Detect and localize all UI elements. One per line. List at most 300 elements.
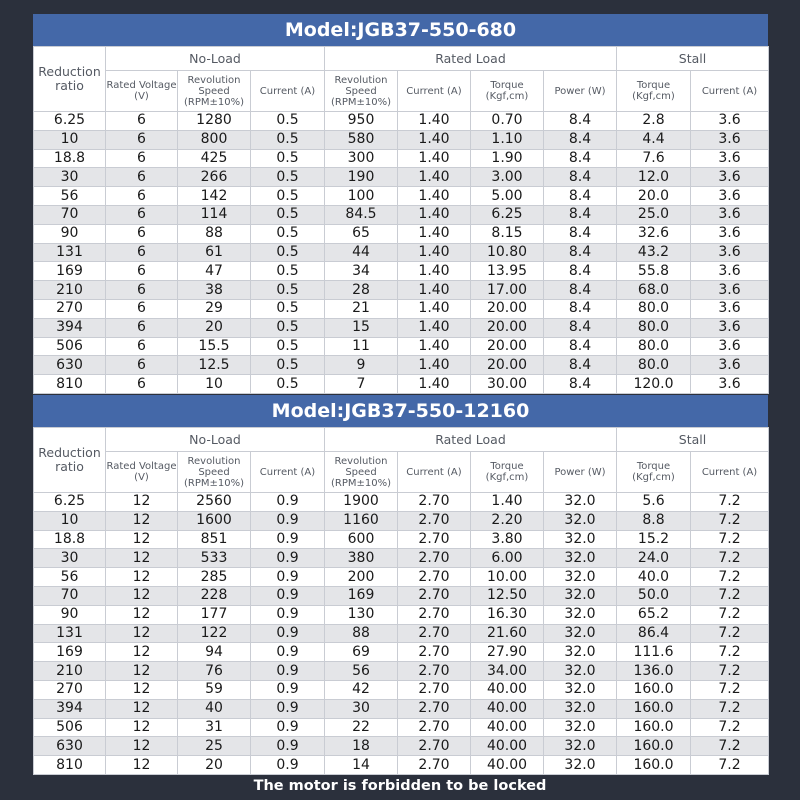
table-cell: 32.0 [544, 662, 617, 681]
table-cell: 32.0 [544, 699, 617, 718]
table-cell: 142 [178, 187, 251, 206]
table-cell: 13.95 [471, 262, 544, 281]
table-cell: 84.5 [325, 205, 398, 224]
table-cell: 1.40 [398, 337, 471, 356]
reduction-ratio-cell: 10 [34, 511, 106, 530]
table-cell: 15 [325, 318, 398, 337]
reduction-ratio-cell: 90 [34, 224, 106, 243]
reduction-ratio-cell: 630 [34, 356, 106, 375]
table-cell: 0.5 [251, 337, 325, 356]
table-cell: 8.4 [544, 318, 617, 337]
table-cell: 3.6 [691, 130, 769, 149]
table-cell: 0.9 [251, 680, 325, 699]
column-header: Revolution Speed (RPM±10%) [325, 71, 398, 112]
table-cell: 0.5 [251, 243, 325, 262]
table-cell: 20.00 [471, 299, 544, 318]
reduction-ratio-cell: 169 [34, 643, 106, 662]
column-header: Current (A) [398, 71, 471, 112]
table-cell: 160.0 [617, 718, 691, 737]
table-row [34, 737, 769, 756]
table-cell: 120.0 [617, 375, 691, 394]
table-cell: 11 [325, 337, 398, 356]
table-cell: 1.10 [471, 130, 544, 149]
table-cell: 2.70 [398, 699, 471, 718]
table-cell: 1.40 [398, 299, 471, 318]
table-cell: 3.6 [691, 299, 769, 318]
table-cell: 12 [106, 493, 178, 512]
table-cell: 111.6 [617, 643, 691, 662]
reduction-ratio-header: Reduction ratio [34, 428, 106, 493]
table-cell: 40.00 [471, 737, 544, 756]
reduction-ratio-cell: 6.25 [34, 112, 106, 131]
no-load-group-header: No-Load [106, 428, 325, 452]
table-cell: 76 [178, 662, 251, 681]
column-header: Torque (Kgf,cm) [471, 71, 544, 112]
table-cell: 285 [178, 568, 251, 587]
table-cell: 6 [106, 149, 178, 168]
table-row [34, 168, 769, 187]
rated-load-group-header: Rated Load [325, 47, 617, 71]
table-cell: 1.40 [398, 243, 471, 262]
table-cell: 8.4 [544, 375, 617, 394]
table-cell: 12 [106, 662, 178, 681]
table-cell: 0.9 [251, 605, 325, 624]
table-cell: 15.2 [617, 530, 691, 549]
table-row [34, 568, 769, 587]
table-cell: 8.4 [544, 224, 617, 243]
table-cell: 69 [325, 643, 398, 662]
table-cell: 3.6 [691, 281, 769, 300]
table-cell: 31 [178, 718, 251, 737]
table-cell: 7.2 [691, 586, 769, 605]
table-cell: 160.0 [617, 699, 691, 718]
table-cell: 169 [325, 586, 398, 605]
table-cell: 10 [178, 375, 251, 394]
table-cell: 32.0 [544, 737, 617, 756]
table-cell: 2.70 [398, 568, 471, 587]
table-cell: 0.9 [251, 737, 325, 756]
table-cell: 7.2 [691, 624, 769, 643]
table-cell: 8.4 [544, 112, 617, 131]
table-row [34, 718, 769, 737]
reduction-ratio-cell: 810 [34, 375, 106, 394]
table-cell: 80.0 [617, 337, 691, 356]
table-cell: 40.00 [471, 680, 544, 699]
table-cell: 3.6 [691, 112, 769, 131]
table-cell: 18 [325, 737, 398, 756]
table-cell: 8.4 [544, 299, 617, 318]
table-cell: 2.70 [398, 680, 471, 699]
table-cell: 65 [325, 224, 398, 243]
reduction-ratio-cell: 90 [34, 605, 106, 624]
table-cell: 190 [325, 168, 398, 187]
table-cell: 0.5 [251, 130, 325, 149]
column-header: Torque (Kgf,cm) [617, 452, 691, 493]
table-cell: 61 [178, 243, 251, 262]
table-cell: 1.40 [471, 493, 544, 512]
table-cell: 30 [325, 699, 398, 718]
table-cell: 1.40 [398, 205, 471, 224]
reduction-ratio-cell: 30 [34, 168, 106, 187]
reduction-ratio-cell: 506 [34, 718, 106, 737]
reduction-ratio-cell: 630 [34, 737, 106, 756]
column-header: Torque (Kgf,cm) [617, 71, 691, 112]
spec-table [33, 46, 769, 394]
table-cell: 20 [178, 756, 251, 775]
table-cell: 7.2 [691, 662, 769, 681]
table-cell: 600 [325, 530, 398, 549]
table-cell: 40.00 [471, 756, 544, 775]
reduction-ratio-cell: 270 [34, 680, 106, 699]
table-cell: 20.00 [471, 318, 544, 337]
table-cell: 7.2 [691, 605, 769, 624]
table-cell: 0.5 [251, 318, 325, 337]
reduction-ratio-cell: 6.25 [34, 493, 106, 512]
table-cell: 3.6 [691, 187, 769, 206]
table-cell: 0.9 [251, 624, 325, 643]
footer-note: The motor is forbidden to be locked [253, 778, 547, 794]
table-cell: 59 [178, 680, 251, 699]
reduction-ratio-cell: 18.8 [34, 149, 106, 168]
table-cell: 2.70 [398, 662, 471, 681]
table-cell: 2.70 [398, 737, 471, 756]
table-cell: 136.0 [617, 662, 691, 681]
table-row [34, 699, 769, 718]
table-row [34, 375, 769, 394]
table-cell: 7.2 [691, 493, 769, 512]
table-row [34, 224, 769, 243]
table-cell: 6 [106, 224, 178, 243]
table-cell: 7.2 [691, 643, 769, 662]
table-cell: 3.6 [691, 318, 769, 337]
table-cell: 80.0 [617, 318, 691, 337]
table-cell: 25.0 [617, 205, 691, 224]
table-cell: 20.0 [617, 187, 691, 206]
table-cell: 42 [325, 680, 398, 699]
table-cell: 32.0 [544, 549, 617, 568]
table-cell: 43.2 [617, 243, 691, 262]
table-cell: 8.4 [544, 205, 617, 224]
table-cell: 6.25 [471, 205, 544, 224]
table-cell: 15.5 [178, 337, 251, 356]
table-cell: 12 [106, 699, 178, 718]
table-cell: 7.2 [691, 680, 769, 699]
table-row [34, 130, 769, 149]
table-row [34, 624, 769, 643]
table-cell: 1.40 [398, 375, 471, 394]
table-cell: 0.5 [251, 149, 325, 168]
table-cell: 130 [325, 605, 398, 624]
table-cell: 7.2 [691, 511, 769, 530]
table-cell: 3.6 [691, 375, 769, 394]
table-cell: 2.70 [398, 549, 471, 568]
table-cell: 8.4 [544, 356, 617, 375]
table-cell: 32.6 [617, 224, 691, 243]
table-cell: 88 [325, 624, 398, 643]
table-cell: 6.00 [471, 549, 544, 568]
column-header: Current (A) [691, 71, 769, 112]
table-cell: 2.70 [398, 605, 471, 624]
table-cell: 6 [106, 205, 178, 224]
table-cell: 8.4 [544, 130, 617, 149]
table-cell: 16.30 [471, 605, 544, 624]
table-cell: 7 [325, 375, 398, 394]
table-cell: 40.0 [617, 568, 691, 587]
table-cell: 47 [178, 262, 251, 281]
reduction-ratio-cell: 70 [34, 586, 106, 605]
column-header: Power (W) [544, 71, 617, 112]
table-cell: 1.40 [398, 112, 471, 131]
reduction-ratio-cell: 210 [34, 662, 106, 681]
table-cell: 160.0 [617, 737, 691, 756]
no-load-group-header: No-Load [106, 47, 325, 71]
table-cell: 1280 [178, 112, 251, 131]
table-cell: 32.0 [544, 718, 617, 737]
table-cell: 0.9 [251, 643, 325, 662]
table-cell: 2.70 [398, 643, 471, 662]
table-cell: 2.70 [398, 756, 471, 775]
table-cell: 8.4 [544, 262, 617, 281]
table-cell: 0.9 [251, 699, 325, 718]
table-cell: 5.6 [617, 493, 691, 512]
spec-table [33, 427, 769, 775]
column-header: Torque (Kgf,cm) [471, 452, 544, 493]
table-cell: 2.70 [398, 718, 471, 737]
rated-load-group-header: Rated Load [325, 428, 617, 452]
table-cell: 28 [325, 281, 398, 300]
reduction-ratio-cell: 56 [34, 187, 106, 206]
table-body [34, 112, 769, 394]
table-cell: 32.0 [544, 511, 617, 530]
table-cell: 100 [325, 187, 398, 206]
table-cell: 6 [106, 318, 178, 337]
table-cell: 7.2 [691, 737, 769, 756]
table-cell: 32.0 [544, 756, 617, 775]
spec-table-block [33, 14, 768, 394]
table-cell: 0.9 [251, 718, 325, 737]
column-header: Revolution Speed (RPM±10%) [325, 452, 398, 493]
table-cell: 7.2 [691, 549, 769, 568]
table-row [34, 586, 769, 605]
reduction-ratio-cell: 10 [34, 130, 106, 149]
table-cell: 12 [106, 568, 178, 587]
model-title: Model:JGB37-550-680 [33, 14, 768, 46]
table-cell: 0.5 [251, 299, 325, 318]
table-cell: 32.0 [544, 605, 617, 624]
table-cell: 40.00 [471, 718, 544, 737]
table-cell: 6 [106, 299, 178, 318]
table-cell: 6 [106, 356, 178, 375]
table-cell: 40 [178, 699, 251, 718]
column-header: Current (A) [691, 452, 769, 493]
table-cell: 30.00 [471, 375, 544, 394]
table-cell: 300 [325, 149, 398, 168]
column-header: Revolution Speed (RPM±10%) [178, 452, 251, 493]
table-cell: 32.0 [544, 586, 617, 605]
table-cell: 4.4 [617, 130, 691, 149]
table-cell: 3.6 [691, 243, 769, 262]
table-cell: 950 [325, 112, 398, 131]
table-cell: 56 [325, 662, 398, 681]
table-cell: 1.40 [398, 130, 471, 149]
table-cell: 1.40 [398, 318, 471, 337]
table-cell: 20 [178, 318, 251, 337]
table-cell: 38 [178, 281, 251, 300]
table-cell: 1900 [325, 493, 398, 512]
table-cell: 0.9 [251, 568, 325, 587]
table-cell: 3.6 [691, 149, 769, 168]
table-cell: 7.6 [617, 149, 691, 168]
table-cell: 1.40 [398, 168, 471, 187]
table-row [34, 187, 769, 206]
reduction-ratio-cell: 70 [34, 205, 106, 224]
table-cell: 32.0 [544, 568, 617, 587]
table-cell: 34 [325, 262, 398, 281]
reduction-ratio-cell: 169 [34, 262, 106, 281]
table-cell: 1.90 [471, 149, 544, 168]
table-cell: 0.5 [251, 187, 325, 206]
column-header: Current (A) [251, 452, 325, 493]
table-cell: 533 [178, 549, 251, 568]
table-cell: 0.9 [251, 530, 325, 549]
table-cell: 20.00 [471, 356, 544, 375]
table-cell: 2.70 [398, 624, 471, 643]
table-cell: 0.9 [251, 511, 325, 530]
stall-group-header: Stall [617, 47, 769, 71]
table-cell: 44 [325, 243, 398, 262]
table-cell: 228 [178, 586, 251, 605]
reduction-ratio-cell: 131 [34, 243, 106, 262]
table-cell: 12 [106, 586, 178, 605]
table-cell: 0.5 [251, 168, 325, 187]
table-row [34, 756, 769, 775]
table-row [34, 511, 769, 530]
table-cell: 0.9 [251, 549, 325, 568]
table-row [34, 149, 769, 168]
table-cell: 1.40 [398, 281, 471, 300]
table-row [34, 662, 769, 681]
table-cell: 425 [178, 149, 251, 168]
table-cell: 12.0 [617, 168, 691, 187]
table-cell: 7.2 [691, 530, 769, 549]
table-cell: 21.60 [471, 624, 544, 643]
table-cell: 8.4 [544, 337, 617, 356]
table-cell: 17.00 [471, 281, 544, 300]
table-cell: 380 [325, 549, 398, 568]
table-cell: 0.5 [251, 262, 325, 281]
table-cell: 55.8 [617, 262, 691, 281]
table-cell: 6 [106, 375, 178, 394]
table-cell: 8.4 [544, 281, 617, 300]
table-cell: 50.0 [617, 586, 691, 605]
table-cell: 12.50 [471, 586, 544, 605]
table-cell: 160.0 [617, 680, 691, 699]
column-header: Power (W) [544, 452, 617, 493]
table-cell: 24.0 [617, 549, 691, 568]
table-cell: 1.40 [398, 187, 471, 206]
table-cell: 94 [178, 643, 251, 662]
table-cell: 10.80 [471, 243, 544, 262]
table-cell: 580 [325, 130, 398, 149]
table-cell: 2.70 [398, 511, 471, 530]
table-cell: 5.00 [471, 187, 544, 206]
reduction-ratio-header: Reduction ratio [34, 47, 106, 112]
table-cell: 0.70 [471, 112, 544, 131]
table-row [34, 299, 769, 318]
table-cell: 32.0 [544, 493, 617, 512]
column-header: Rated Voltage (V) [106, 71, 178, 112]
table-cell: 7.2 [691, 568, 769, 587]
table-cell: 6 [106, 112, 178, 131]
table-cell: 25 [178, 737, 251, 756]
table-cell: 3.6 [691, 337, 769, 356]
table-row [34, 112, 769, 131]
table-cell: 12 [106, 680, 178, 699]
table-cell: 1.40 [398, 149, 471, 168]
table-row [34, 337, 769, 356]
reduction-ratio-cell: 394 [34, 699, 106, 718]
table-cell: 8.4 [544, 149, 617, 168]
table-cell: 2.70 [398, 530, 471, 549]
table-row [34, 243, 769, 262]
table-cell: 9 [325, 356, 398, 375]
table-cell: 3.00 [471, 168, 544, 187]
table-cell: 80.0 [617, 356, 691, 375]
reduction-ratio-cell: 18.8 [34, 530, 106, 549]
table-cell: 68.0 [617, 281, 691, 300]
table-body [34, 493, 769, 775]
table-cell: 29 [178, 299, 251, 318]
table-cell: 0.5 [251, 112, 325, 131]
column-header: Current (A) [398, 452, 471, 493]
table-cell: 0.9 [251, 662, 325, 681]
table-cell: 177 [178, 605, 251, 624]
table-cell: 8.4 [544, 168, 617, 187]
table-cell: 32.0 [544, 643, 617, 662]
table-cell: 3.6 [691, 356, 769, 375]
table-cell: 6 [106, 187, 178, 206]
table-cell: 12 [106, 737, 178, 756]
reduction-ratio-cell: 131 [34, 624, 106, 643]
table-row [34, 318, 769, 337]
table-cell: 6 [106, 168, 178, 187]
table-row [34, 281, 769, 300]
table-row [34, 530, 769, 549]
table-cell: 6 [106, 262, 178, 281]
table-cell: 88 [178, 224, 251, 243]
reduction-ratio-cell: 56 [34, 568, 106, 587]
table-cell: 12 [106, 718, 178, 737]
table-cell: 12 [106, 624, 178, 643]
table-cell: 32.0 [544, 624, 617, 643]
table-cell: 3.6 [691, 262, 769, 281]
table-cell: 6 [106, 281, 178, 300]
table-cell: 22 [325, 718, 398, 737]
table-cell: 2560 [178, 493, 251, 512]
table-cell: 7.2 [691, 718, 769, 737]
table-row [34, 262, 769, 281]
table-cell: 3.6 [691, 205, 769, 224]
column-header: Rated Voltage (V) [106, 452, 178, 493]
table-cell: 27.90 [471, 643, 544, 662]
table-cell: 800 [178, 130, 251, 149]
table-cell: 0.9 [251, 756, 325, 775]
table-cell: 12 [106, 511, 178, 530]
table-cell: 2.8 [617, 112, 691, 131]
table-cell: 2.70 [398, 493, 471, 512]
table-row [34, 605, 769, 624]
table-cell: 32.0 [544, 530, 617, 549]
